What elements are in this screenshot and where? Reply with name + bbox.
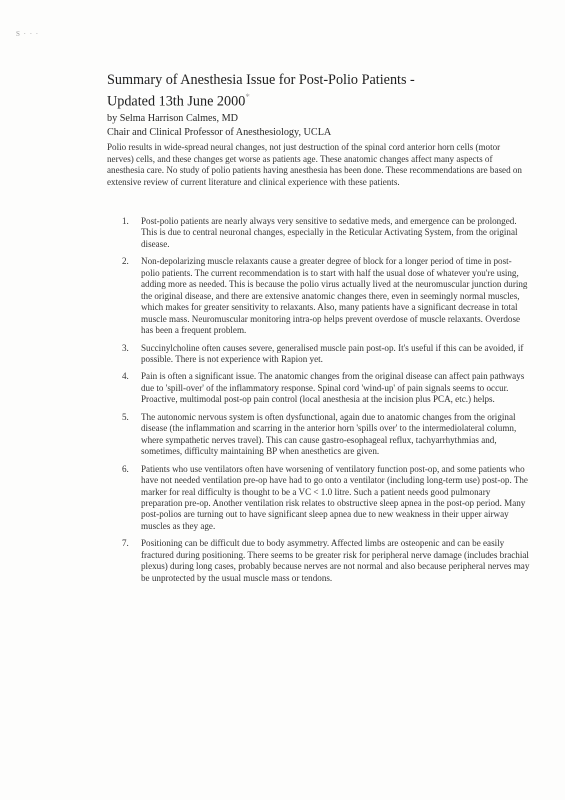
affiliation-line: Chair and Clinical Professor of Anesthesiology, UCLA [107,126,332,138]
list-item [122,412,530,458]
list-item-number: 5. [122,411,129,422]
document-title [107,72,527,111]
title-line-2: Updated 13th June 2000 [107,93,246,110]
list-item [122,256,530,336]
list-item-text: Pain is often a significant issue. The anatomic changes from the original disease can affect pain pathways due to 'spill-over' of the inflammatory response. Spinal cord 'wind-up' of pain signals seems to occur. Proactive, multimodal post-op pain control (local anesthesia at the incision plus PCA, etc.) helps. [141,371,525,405]
list-item [122,343,530,366]
list-item-text: Post-polio patients are nearly always very sensitive to sedative meds, and emergence can be prolonged. This is due to central neuronal changes, especially in the Reticular Activating System, from the original disease. [141,216,518,249]
list-item-text: Patients who use ventilators often have worsening of ventilatory function post-op, and some patients who have not needed ventilation pre-op have had to go onto a ventilator (including long-term use) post-op. The marker for real difficulty is thought to be a VC < 1.0 litre. Such a patient needs good pulmonary preparation pre-op. Another ventilation risk relates to obstructive sleep apnea in the post-op period. Many post-polios are turning out to have significant sleep apnea due to new weakness in their upper airway muscles as they age. [141,463,528,531]
recommendation-list [122,216,530,590]
intro-paragraph: Polio results in wide-spread neural changes, not just destruction of the spinal cord anterior horn cells (motor nerves) cells, and these changes get worse as patients age. These anatomic changes affect many aspects of anesthesia care. No study of polio patients having anesthesia has been done. These recommendations are based on extensive review of current literature and clinical experience with these patients. [107,142,522,187]
list-item-text: Non-depolarizing muscle relaxants cause a greater degree of block for a longer period of time in post-polio patients. The current recommendation is to start with half the usual dose of whatever you're using, adding more as needed. This is because the polio virus actually lived at the neuromuscular junction during the original disease, and there are extensive anatomic changes there, even in seemingly normal muscles, which makes for greater sensitivity to relaxants. Also, many patients have a significant decrease in total muscle mass. Neuromuscular monitoring intra-op helps prevent overdose of muscle relaxants. Overdose has been a frequent problem. [141,256,528,336]
corner-mark: S · · · [16,30,40,38]
list-item-text: The autonomic nervous system is often dysfunctional, again due to anatomic changes from the original disease (the inflammation and scarring in the anterior horn 'spills over' to the intermediolateral column, where sympathetic nerves travel). This can cause gastro-esophageal reflux, tachyarrhythmias and, sometimes, difficulty maintaining BP when anesthetics are given. [141,411,517,457]
title-line-1: Summary of Anesthesia Issue for Post-Polio Patients - [107,72,415,88]
list-item-text: Positioning can be difficult due to body asymmetry. Affected limbs are osteopenic and can be easily fractured during positioning. There seems to be greater risk for peripheral nerve damage (includes brachial plexus) during long cases, probably because nerves are not normal and also because peripheral nerves may be unprotected by the usual muscle mass or tendons. [141,538,530,583]
list-item-number: 1. [122,216,129,226]
list-item-number: 2. [122,256,129,267]
list-item-number: 3. [122,342,129,353]
list-item-number: 7. [122,538,129,549]
list-item [122,216,530,250]
list-item-number: 4. [122,371,129,382]
list-item-text: Succinylcholine often causes severe, generalised muscle pain post-op. It's useful if this can be avoided, if possible. There is not experience with Rapion yet. [141,342,524,364]
list-item [122,371,530,405]
list-item [122,464,530,533]
document-header [107,72,527,139]
author-line: by Selma Harrison Calmes, MD [107,112,239,124]
list-item [122,538,530,584]
title-mark: * [245,92,250,102]
list-item-number: 6. [122,463,129,474]
